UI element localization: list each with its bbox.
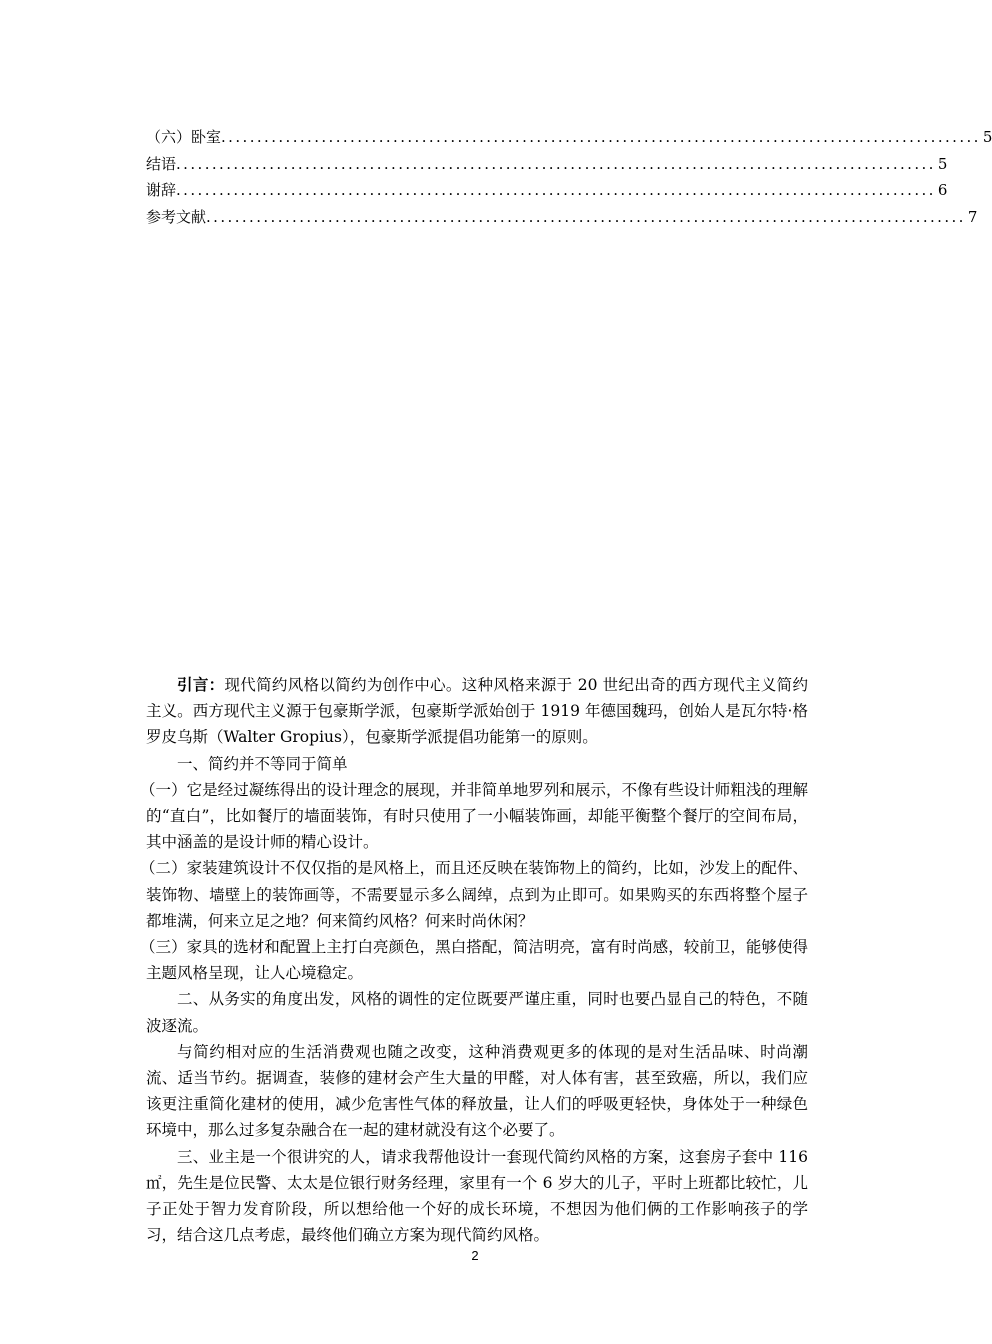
section-heading-1: 一、简约并不等同于简单 (177, 754, 348, 773)
section-heading-2: 二、从务实的角度出发，风格的调性的定位既要严谨庄重，同时也要凸显自己的特色，不随波逐流。 (146, 990, 808, 1035)
toc-leader-dots: .......................................................................................................... (221, 128, 981, 146)
table-of-contents (146, 124, 992, 230)
paragraph-1-2: （二）家装建筑设计不仅仅指的是风格上，而且还反映在装饰物上的简约，比如，沙发上的配件、装饰物、墙壁上的装饰画等，不需要显示多么阔绰，点到为止即可。如果购买的东西将整个屋子都堆满，何来立足之地？何来简约风格？何来时尚休闲？ (140, 859, 808, 930)
intro-paragraph (146, 672, 808, 751)
toc-entry-page: 5 (982, 128, 992, 146)
paragraph-1-3: （三）家具的选材和配置上主打白亮颜色，黑白搭配，简洁明亮，富有时尚感，较前卫，能够使得主题风格呈现，让人心境稳定。 (140, 938, 808, 983)
intro-text: 现代简约风格以简约为创作中心。这种风格来源于 20 世纪出奇的西方现代主义简约主义。西方现代主义源于包豪斯学派，包豪斯学派始创于 1919 年德国魏玛，创始人是瓦尔特·格罗皮乌斯（Walter Gropius），包豪斯学派提倡功能第一的原则。 (146, 676, 808, 747)
toc-entry-label: 结语 (146, 154, 177, 173)
toc-entry-label: 参考文献 (146, 207, 207, 226)
section-heading-3: 三、业主是一个很讲究的人，请求我帮他设计一套现代简约风格的方案，这套房子套中 116㎡，先生是位民警、太太是位银行财务经理，家里有一个 6 岁大的儿子，平时上班都比较忙，儿子正处于智力发育阶段，所以想给他一个好的成长环境，不想因为他们俩的工作影响孩子的学习，结合这几点考虑，最终他们确立方案为现代简约风格。 (146, 1147, 808, 1245)
document-body (140, 672, 808, 1248)
toc-entry-page: 5 (937, 154, 948, 173)
toc-leader-dots: .......................................................................................................... (206, 207, 966, 226)
paragraph-2-1: 与简约相对应的生活消费观也随之改变，这种消费观更多的体现的是对生活品味、时尚潮流、适当节约。据调查，装修的建材会产生大量的甲醛，对人体有害，甚至致癌，所以，我们应该更注重简化建材的使用，减少危害性气体的释放量，让人们的呼吸更轻快，身体处于一种绿色环境中，那么过多复杂融合在一起的建材就没有这个必要了。 (146, 1042, 808, 1140)
toc-entry-label: 谢辞 (146, 181, 177, 199)
toc-leader-dots: .......................................................................................................... (176, 154, 936, 173)
page-number: 2 (471, 1248, 479, 1263)
toc-entry[interactable] (146, 177, 948, 204)
toc-entry-page: 7 (967, 207, 978, 226)
toc-entry-label: （六）卧室 (146, 128, 222, 146)
toc-entry[interactable] (146, 204, 978, 231)
toc-leader-dots: .......................................................................................................... (176, 181, 936, 199)
toc-entry-page: 6 (937, 181, 948, 199)
toc-entry[interactable] (146, 124, 992, 151)
toc-entry[interactable] (146, 151, 948, 178)
paragraph-1-1: （一）它是经过凝练得出的设计理念的展现，并非简单地罗列和展示，不像有些设计师粗浅的理解的“直白”，比如餐厅的墙面装饰，有时只使用了一小幅装饰画，却能平衡整个餐厅的空间布局，其中涵盖的是设计师的精心设计。 (140, 780, 808, 852)
intro-label: 引言： (177, 676, 225, 694)
